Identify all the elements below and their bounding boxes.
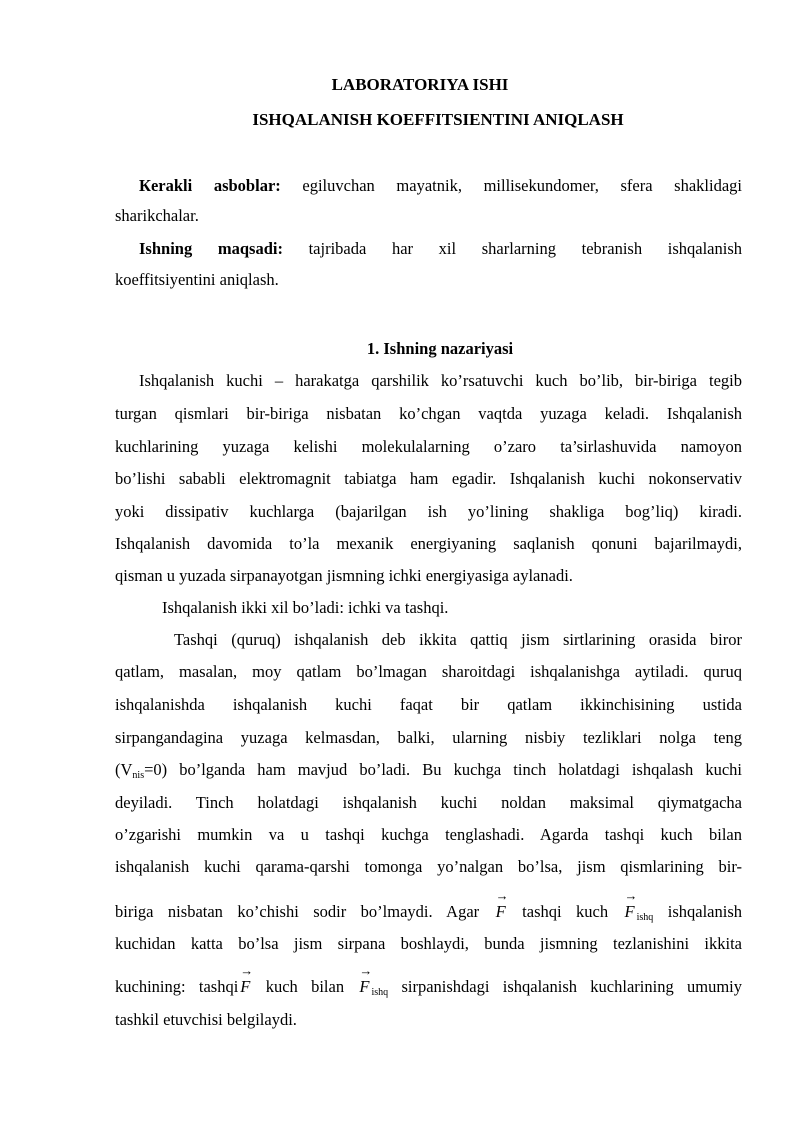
lab-subtitle: ISHQALANISH KOEFFITSIENTINI ANIQLASH (252, 110, 624, 129)
friction-force-vector: → F (359, 963, 373, 996)
paragraph-line: o’zgarishi mumkin va u tashqi kuchga tenglashadi. Agarda tashqi kuch bilan (115, 825, 742, 844)
paragraph-line: tashkil etuvchisi belgilaydi. (115, 1010, 297, 1029)
goal-text: tajribada har xil sharlarning tebranish ishqalanish (282, 239, 742, 258)
paragraph-line: yoki dissipativ kuchlarga (bajarilgan ish yo’lining shakliga bog’liq) kiradi. (115, 502, 742, 521)
equipment-line (139, 176, 742, 196)
paragraph-line: sirpangandagina yuzaga kelmasdan, balki, ularning nisbiy tezliklari nolga teng (115, 728, 742, 747)
paragraph-line: qatlam, masalan, moy qatlam bo’lmagan sharoitdagi ishqalanishga aytiladi. quruq (115, 662, 742, 681)
paragraph-line: kuchlarining yuzaga kelishi molekulalarning o’zaro ta’sirlashuvida namoyon (115, 437, 742, 456)
paragraph-line: qisman u yuzada sirpanayotgan jismning ichki energiyasiga aylanadi. (115, 566, 573, 585)
paragraph-line: Ishqalanish ikki xil bo’ladi: ichki va tashqi. (162, 598, 449, 617)
paragraph-line: kuchining: tashqi → F kuch bilan → F ishq sirpanishdagi ishqalanish kuchlarining umumiy (115, 963, 743, 998)
goal-line-2: koeffitsiyentini aniqlash. (115, 270, 279, 289)
paragraph-line: biriga nisbatan ko’chishi sodir bo’lmaydi. Agar → F tashqi kuch → F ishq ishqalanish (115, 888, 743, 923)
friction-force-vector: → F (624, 888, 638, 921)
equipment-text: egiluvchan mayatnik, millisekundomer, sfera shaklidagi (280, 176, 742, 195)
paragraph-line: turgan qismlari bir-biriga nisbatan ko’chgan vaqtda yuzaga keladi. Ishqalanish (115, 404, 742, 423)
lab-title: LABORATORIYA ISHI (331, 75, 509, 94)
paragraph-line: kuchidan katta bo’lsa jism sirpana boshlaydi, bunda jismning tezlanishini ikkita (115, 934, 742, 953)
paragraph-line: (Vnis=0) bo’lganda ham mavjud bo’ladi. Bu kuchga tinch holatdagi ishqalash kuchi (115, 760, 742, 781)
force-vector: → F (495, 888, 509, 921)
paragraph-line: ishqalanishda ishqalanish kuchi faqat bir qatlam ikkinchisining ustida (115, 695, 742, 714)
velocity-subscript: nis (132, 770, 145, 781)
goal-label: Ishning maqsadi: (139, 239, 283, 258)
goal-line (139, 239, 742, 259)
paragraph-line: bo’lishi sababli elektromagnit tabiatga ham egadir. Ishqalanish kuchi nokonservativ (115, 469, 742, 488)
paragraph-line: Tashqi (quruq) ishqalanish deb ikkita qattiq jism sirtlarining orasida biror (174, 630, 742, 649)
paragraph-line: Ishqalanish davomida to’la mexanik energiyaning saqlanish qonuni bajarilmaydi, (115, 534, 742, 553)
paragraph-line: ishqalanish kuchi qarama-qarshi tomonga yo’nalgan bo’lsa, jism qismlarining bir- (115, 857, 742, 876)
equipment-label: Кerakli asboblar: (139, 176, 281, 195)
equipment-line-2: sharikchalar. (115, 206, 199, 225)
section-title: 1. Ishning nazariyasi (366, 339, 514, 358)
paragraph-line: Ishqalanish kuchi – harakatga qarshilik ko’rsatuvchi kuch bo’lib, bir-biriga tegib (139, 371, 742, 390)
force-vector: → F (240, 963, 254, 996)
paragraph-line: deyiladi. Tinch holatdagi ishqalanish kuchi noldan maksimal qiymatgacha (115, 793, 742, 812)
